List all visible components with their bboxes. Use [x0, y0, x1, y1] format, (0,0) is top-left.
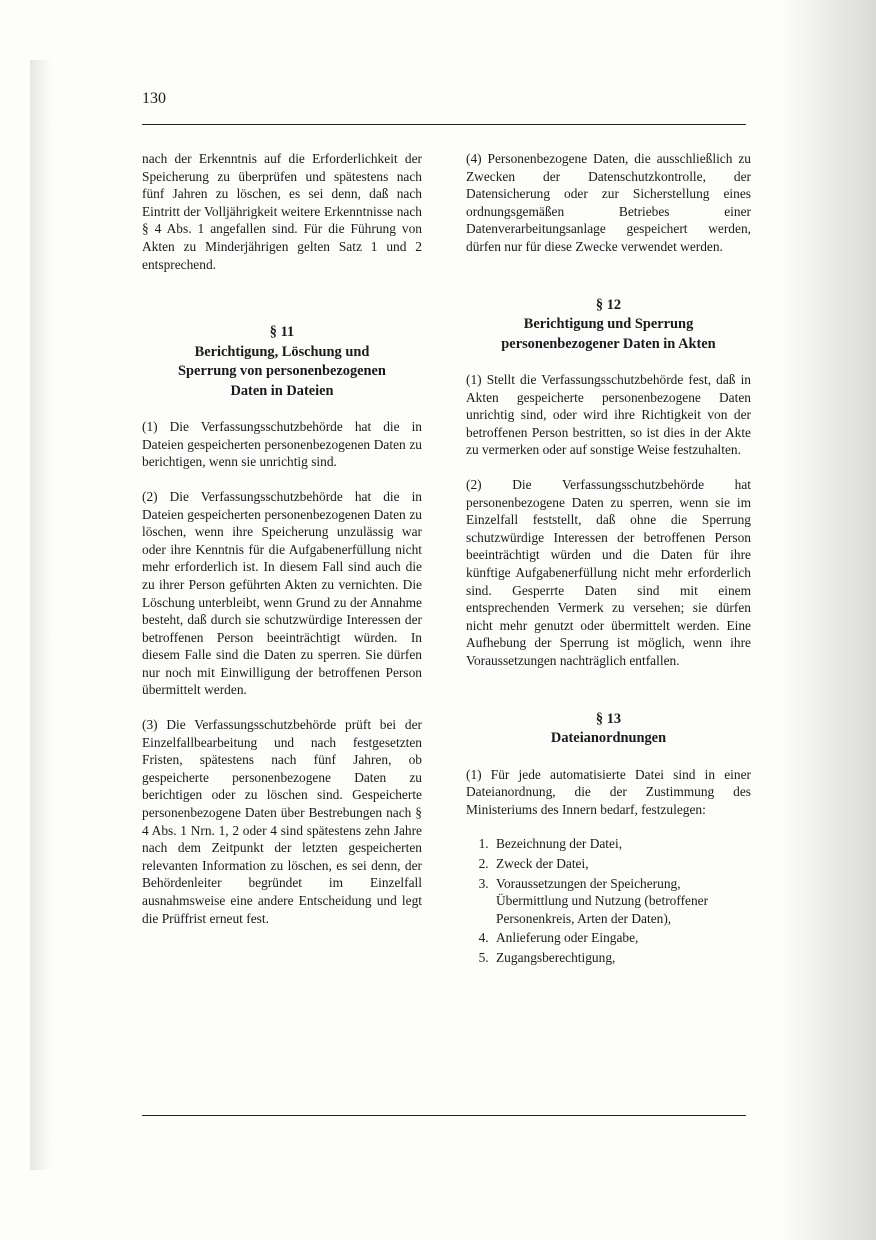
section-11-paragraph-2: (2) Die Verfassungsschutzbehörde hat die in Dateien gespeicherten personenbezogenen Daten zu löschen, wenn ihre Speicherung unzulässig war oder ihre Kenntnis für die Aufgabenerfüllung nicht mehr erforderlich ist. In diesem Fall sind auch die zu ihrer Person geführten Akten zu vernichten. Die Löschung unterbleibt, wenn Grund zu der Annahme besteht, daß durch sie schutzwürdige Interessen der betroffenen Person beeinträchtigt würden. In diesem Falle sind die Daten zu sperren. Sie dürfen nur noch mit Einwilligung der betroffenen Person übermittelt werden. — [142, 488, 422, 698]
continuation-paragraph: (4) Personenbezogene Daten, die ausschließlich zu Zwecken der Datenschutzkontrolle, der Datensicherung oder zur Sicherstellung eines ordnungsgemäßen Betriebes einer Datenverarbeitungsanlage gespeichert werden, dürfen nur für diese Zwecke verwendet werden. — [466, 151, 751, 254]
section-11-paragraph-1: (1) Die Verfassungsschutzbehörde hat die in Dateien gespeicherten personenbezogenen Daten zu berichtigen, wenn sie unrichtig sind. — [142, 419, 422, 470]
header-rule — [142, 124, 746, 125]
section-title-line: Berichtigung, Löschung und — [194, 343, 370, 360]
section-title-line: Sperrung von personenbezogenen — [178, 363, 386, 380]
section-title-line: Dateianordnungen — [550, 730, 667, 747]
list-item: 1. Bezeichnung der Datei, — [492, 835, 751, 853]
section-number: § 13 — [595, 710, 622, 727]
list-item: 3. Voraussetzungen der Speicherung, Übermittlung und Nutzung (betroffener Personenkreis, Arten der Daten), — [492, 875, 751, 928]
scan-shadow-left — [30, 60, 52, 1170]
section-11-paragraph-3: (3) Die Verfassungsschutzbehörde prüft bei der Einzelfallbearbeitung und nach festgesetzten Fristen, spätestens nach fünf Jahren, ob gespeicherte personenbezogene Daten zu berichtigen oder zu löschen sind. Gespeicherte personenbezogene Daten über Bestrebungen nach § 4 Abs. 1 Nrn. 1, 2 oder 4 sind spätestens zehn Jahre nach dem Zeitpunkt der letzten gespeicherten relevanten Information zu löschen, es sei denn, der Behördenleiter begründet im Einzelfall ausnahmsweise eine andere Entscheidung und legt die Prüffrist erneut fest. — [142, 717, 422, 926]
section-12-heading — [466, 296, 751, 355]
footer-rule — [142, 1115, 746, 1116]
list-item: 5. Zugangsberechtigung, — [492, 949, 751, 967]
section-title-line: Daten in Dateien — [230, 382, 334, 399]
list-item: 2. Zweck der Datei, — [492, 855, 751, 873]
section-number: § 12 — [595, 296, 622, 313]
section-11-heading — [142, 323, 422, 401]
dateianordnung-list — [466, 835, 751, 966]
section-13-heading — [466, 710, 751, 749]
section-13-intro: (1) Für jede automatisierte Datei sind in einer Dateianordnung, die der Zustimmung des Ministeriums des Innern bedarf, festzulegen: — [466, 766, 751, 817]
page-number: 130 — [142, 90, 166, 107]
section-12-paragraph-1: (1) Stellt die Verfassungsschutzbehörde fest, daß in Akten gespeicherte personenbezogene Daten unrichtig sind, oder wird ihre Richtigkeit von der betroffenen Person bestritten, so ist dies in der Akte zu vermerken oder auf sonstige Weise festzuhalten. — [466, 372, 751, 458]
continuation-paragraph: nach der Erkenntnis auf die Erforderlichkeit der Speicherung zu überprüfen und spätestens nach fünf Jahren zu löschen, es sei denn, daß nach Eintritt der Volljährigkeit weitere Erkenntnisse nach § 4 Abs. 1 angefallen sind. Für die Führung von Akten zu Minderjährigen gelten Satz 1 und 2 entsprechend. — [142, 151, 422, 272]
section-number: § 11 — [269, 324, 295, 341]
section-title-line: personenbezogener Daten in Akten — [501, 335, 716, 352]
section-title-line: Berichtigung und Sperrung — [523, 316, 694, 333]
right-column — [466, 150, 751, 969]
section-12-paragraph-2: (2) Die Verfassungsschutzbehörde hat personenbezogene Daten zu sperren, wenn sie im Einzelfall feststellt, daß ohne die Sperrung schutzwürdige Interessen der betroffenen Person beeinträchtigt würden und die Daten für ihre künftige Aufgabenerfüllung nicht mehr erforderlich sind. Gesperrte Daten sind mit einem entsprechenden Vermerk zu versehen; sie dürfen nicht mehr genutzt oder übermittelt werden. Eine Aufhebung der Sperrung ist möglich, wenn ihre Voraussetzungen nachträglich entfallen. — [466, 477, 751, 668]
left-column — [142, 150, 422, 927]
scan-shadow-right — [780, 0, 876, 1240]
list-item: 4. Anlieferung oder Eingabe, — [492, 929, 751, 947]
